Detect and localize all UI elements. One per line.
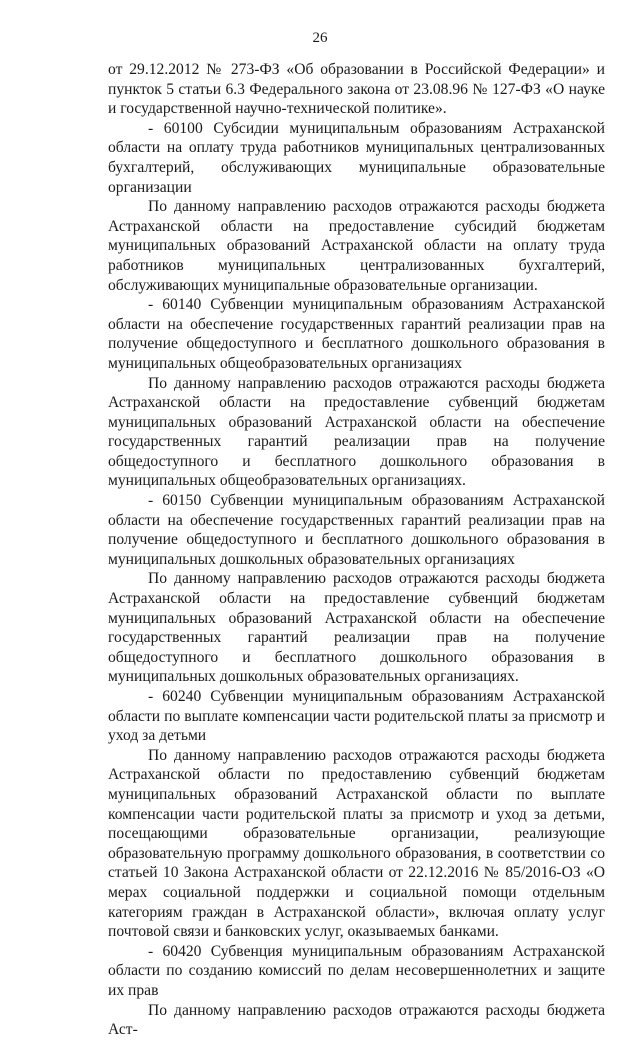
paragraph-intro-continuation: от 29.12.2012 № 273-ФЗ «Об образовании в Российской Федерации» и пункток 5 статьи 6.3 Федерального закона от 23.08.96 № 127-ФЗ «О науке и государственной научно-технической политике». [108,61,605,118]
paragraph-heading-60150: - 60150 Субвенции муниципальным образованиям Астраханской области на обеспечение государственных гарантий реализации прав на получение общедоступного и бесплатного дошкольного образования в муниципальных дошкольных образовательных организациях [108,492,605,568]
page-number: 26 [312,30,328,46]
paragraph-heading-60140: - 60140 Субвенции муниципальным образованиям Астраханской области на обеспечение государственных гарантий реализации прав на получение общедоступного и бесплатного дошкольного образования в муниципальных общеобразовательных организациях [108,296,605,372]
paragraph-heading-60100: - 60100 Субсидии муниципальным образованиям Астраханской области на оплату труда работников муниципальных централизованных бухгалтерий, обслуживающих муниципальные образовательные организации [108,119,605,196]
paragraph-heading-60240: - 60240 Субвенции муниципальным образованиям Астраханской области по выплате компенсации части родительской платы за присмотр и уход за детьми [108,688,605,745]
document-body [108,60,605,1040]
paragraph-description-60240: По данному направлению расходов отражаются расходы бюджета Астраханской области по предоставлению субвенций бюджетам муниципальных образований Астраханской области по выплате компенсации части родительской платы за присмотр и уход за детьми, посещающими образовательные организации, реализующие образовательную программу дошкольного образования, в соответствии со статьей 10 Закона Астраханской области от 22.12.2016 № 85/2016-ОЗ «О мерах социальной поддержки и социальной помощи отдельным категориям граждан в Астраханской области», включая оплату услуг почтовой связи и банковских услуг, оказываемых банками. [108,746,605,941]
paragraph-description-60420: По данному направлению расходов отражаются расходы бюджета Аст- [108,1001,605,1039]
paragraph-heading-60420: - 60420 Субвенция муниципальным образованиям Астраханской области по созданию комиссий по делам несовершеннолетних и защите их прав [108,942,605,999]
paragraph-description-60150: По данному направлению расходов отражаются расходы бюджета Астраханской области на предоставление субвенций бюджетам муниципальных образований Астраханской области на обеспечение государственных гарантий реализации прав на получение общедоступного и бесплатного дошкольного образования в муниципальных дошкольных образовательных организациях. [108,570,605,686]
paragraph-description-60100: По данному направлению расходов отражаются расходы бюджета Астраханской области на предоставление субсидий бюджетам муниципальных образований Астраханской области на оплату труда работников муниципальных централизованных бухгалтерий, обслуживающих муниципальные образовательные организации. [108,198,605,294]
paragraph-description-60140: По данному направлению расходов отражаются расходы бюджета Астраханской области на предоставление субвенций бюджетам муниципальных образований Астраханской области на обеспечение государственных гарантий реализации прав на получение общедоступного и бесплатного дошкольного образования в муниципальных общеобразовательных организациях. [108,374,605,490]
